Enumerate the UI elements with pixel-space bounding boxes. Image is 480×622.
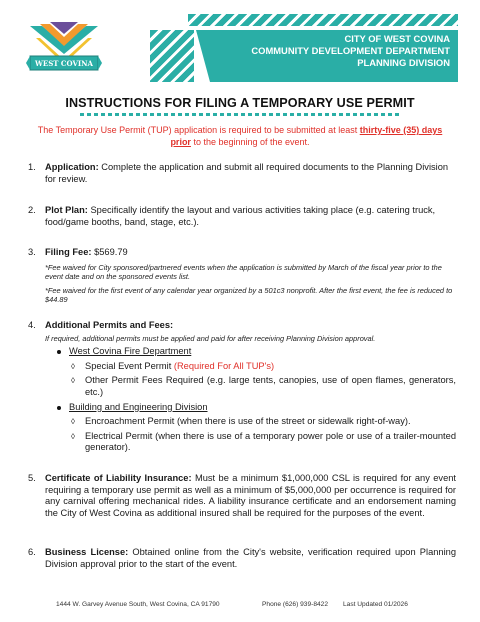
permit-group-building	[57, 402, 456, 414]
item-label: Application:	[45, 162, 99, 172]
entry-text: Special Event Permit	[85, 360, 174, 371]
group-name: Building and Engineering Division	[69, 401, 208, 412]
department-block	[251, 33, 450, 69]
footer-address: 1444 W. Garvey Avenue South, West Covina, CA 91790	[56, 601, 220, 608]
diamond-bullet-icon: ◊	[71, 417, 75, 427]
bullet-icon	[57, 406, 61, 410]
dept-line-2: COMMUNITY DEVELOPMENT DEPARTMENT	[251, 45, 450, 56]
west-covina-logo	[26, 20, 102, 82]
bullet-icon	[57, 350, 61, 354]
item-text: Complete the application and submit all required documents to the Planning Division for review.	[45, 162, 449, 184]
footer-phone: Phone (626) 939-8422	[262, 601, 328, 608]
item-number: 6.	[28, 547, 36, 557]
title-divider	[80, 113, 400, 116]
permits-note: If required, additional permits must be applied and paid for after receiving Planning Division approval.	[45, 333, 376, 343]
page-header	[0, 0, 480, 96]
list-item-additional-permits	[28, 320, 456, 454]
permit-entry	[71, 431, 456, 454]
item-label: Filing Fee:	[45, 247, 92, 257]
diamond-bullet-icon: ◊	[71, 361, 75, 371]
fee-note-2: *Fee waived for the first event of any calendar year organized by a 501c3 nonprofit. After the first event, the fee is reduced to $44.89	[45, 285, 453, 305]
diamond-bullet-icon: ◊	[71, 431, 75, 441]
list-item-filing-fee	[28, 247, 456, 305]
list-item-business-license	[28, 547, 456, 570]
permit-entry	[71, 375, 456, 398]
permit-group-fire	[57, 346, 456, 358]
header-stripe-left	[150, 30, 194, 82]
footer-updated: Last Updated 01/2026	[343, 601, 408, 608]
header-stripe	[188, 14, 458, 26]
item-number: 5.	[28, 473, 36, 483]
item-number: 1.	[28, 162, 36, 172]
item-number: 3.	[28, 247, 36, 257]
item-label: Plot Plan:	[45, 205, 88, 215]
permit-entry	[71, 416, 456, 428]
item-number: 4.	[28, 320, 36, 330]
dept-line-3: PLANNING DIVISION	[357, 57, 450, 68]
group-name: West Covina Fire Department	[69, 346, 192, 357]
list-item-insurance	[28, 473, 456, 519]
item-text: Must be a minimum $1,000,000 CSL is required for any event requiring a temporary use permit as well as a minimum of $5,000,000 per occurrence is required for any carnival offering mechanical rides. A liability insurance certificate and an endorsement naming the City of West Covina as additional insured shall be required for the purposes of the event.	[45, 473, 456, 518]
diamond-bullet-icon: ◊	[71, 376, 75, 386]
item-number: 2.	[28, 205, 36, 215]
intro-deadline: thirty-five (35) days prior	[170, 125, 443, 147]
item-text: Specifically identify the layout and various activities taking place (e.g. catering truck, food/game booths, band, stage, etc.).	[45, 205, 436, 227]
list-item-application	[28, 162, 456, 185]
permit-entry	[71, 361, 456, 373]
entry-text: Electrical Permit (when there is use of a temporary power pole or use of a trailer-mounted generator).	[85, 430, 456, 453]
item-text: $569.79	[91, 247, 128, 257]
intro-text	[30, 124, 450, 148]
entry-text: Encroachment Permit (when there is use of the street or sidewalk right-of-way).	[85, 416, 411, 427]
entry-text: Other Permit Fees Required (e.g. large tents, canopies, use of open flames, generators, etc.)	[85, 375, 456, 397]
item-label: Additional Permits and Fees:	[45, 320, 174, 330]
item-label: Business License:	[45, 547, 129, 557]
dept-line-1: CITY OF WEST COVINA	[344, 33, 450, 44]
logo-text: WEST COVINA	[35, 59, 93, 68]
item-text: Obtained online from the City's website, verification required upon Planning Division approval prior to the start of the event.	[45, 547, 456, 569]
list-item-plot-plan	[28, 205, 456, 228]
entry-required-note: (Required For All TUP's)	[173, 360, 275, 371]
item-label: Certificate of Liability Insurance:	[45, 473, 192, 483]
intro-after: to the beginning of the event.	[190, 137, 310, 147]
intro-before: The Temporary Use Permit (TUP) application is required to be submitted at least	[37, 125, 360, 135]
fee-note-1: *Fee waived for City sponsored/partnered events when the application is submitted by March of the fiscal year prior to the event date and on the sponsored events list.	[45, 262, 442, 282]
page-title: INSTRUCTIONS FOR FILING A TEMPORARY USE PERMIT	[65, 96, 415, 110]
